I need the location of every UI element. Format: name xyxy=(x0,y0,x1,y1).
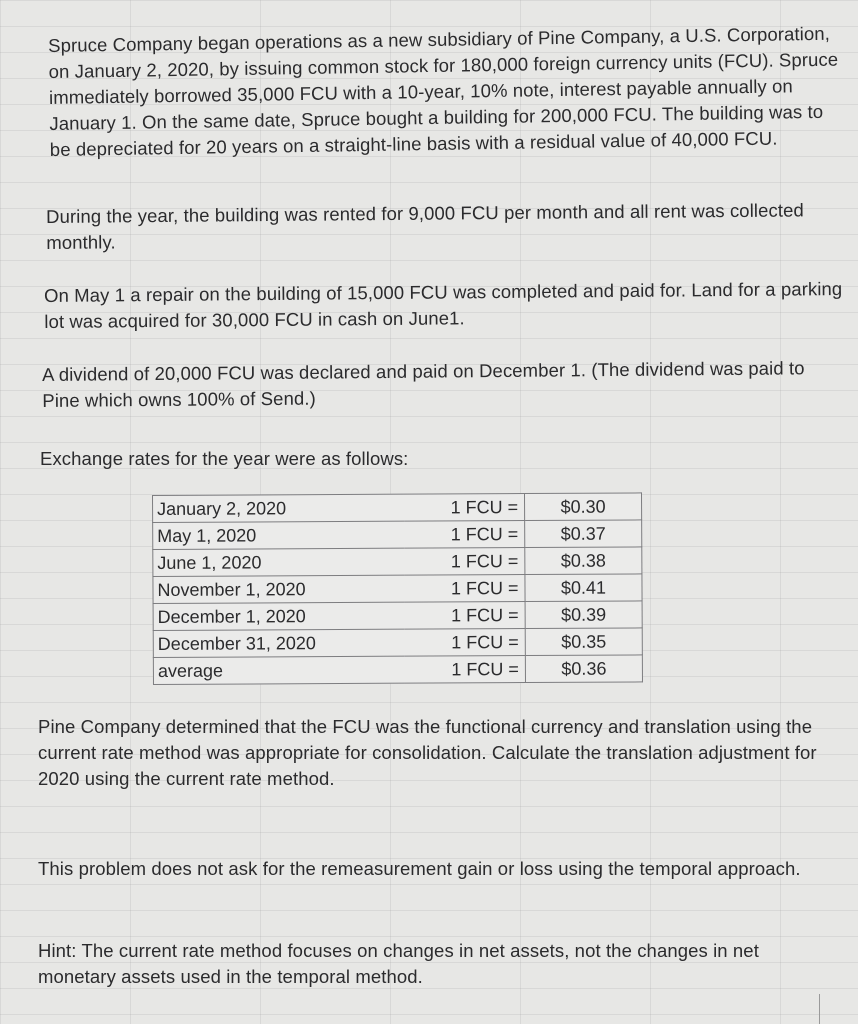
rate-date: January 2, 2020 xyxy=(153,494,405,522)
table-row xyxy=(153,628,642,658)
rate-date: average xyxy=(153,656,405,684)
rate-value: $0.35 xyxy=(525,628,642,656)
exchange-rate-table xyxy=(152,492,643,685)
rate-value: $0.41 xyxy=(525,574,642,602)
rate-value: $0.30 xyxy=(524,493,641,521)
table-row xyxy=(153,574,642,604)
dividend-paragraph: A dividend of 20,000 FCU was declared and paid on December 1. (The dividend was paid to Pine which owns 100% of Send.) xyxy=(42,357,805,411)
rent-paragraph: During the year, the building was rented for 9,000 FCU per month and all rent was collected monthly. xyxy=(46,199,804,253)
rate-date: May 1, 2020 xyxy=(153,521,405,549)
intro-paragraph: Spruce Company began operations as a new subsidiary of Pine Company, a U.S. Corporation, on January 2, 2020, by issuing common stock for 180,000 foreign currency units (FCU). Spruce immediately borrowed 35,000 FCU with a 10-year, 10% note, interest payable annually on January 1. On the same date, Spruce bought a building for 200,000 FCU. The building was to be depreciated for 20 years on a straight-line basis with a residual value of 40,000 FCU. xyxy=(48,22,839,160)
rate-unit: 1 FCU = xyxy=(404,494,525,522)
table-row xyxy=(153,547,642,577)
table-row xyxy=(153,493,642,523)
rate-date: December 31, 2020 xyxy=(153,629,405,657)
rate-value: $0.38 xyxy=(525,547,642,575)
repair-paragraph: On May 1 a repair on the building of 15,000 FCU was completed and paid for. Land for a parking lot was acquired for 30,000 FCU in cash on June1. xyxy=(44,278,843,332)
note-paragraph: This problem does not ask for the remeasurement gain or loss using the temporal approach. xyxy=(38,858,801,879)
rate-date: June 1, 2020 xyxy=(153,548,405,576)
table-row xyxy=(153,601,642,631)
table-row xyxy=(153,520,642,550)
rate-value: $0.37 xyxy=(525,520,642,548)
rate-date: November 1, 2020 xyxy=(153,575,405,603)
hint-paragraph: Hint: The current rate method focuses on changes in net assets, not the changes in net monetary assets used in the temporal method. xyxy=(38,940,759,987)
task-paragraph: Pine Company determined that the FCU was the functional currency and translation using the current rate method was appropriate for consolidation. Calculate the translation adjustment for 2020 using the current rate method. xyxy=(38,716,817,789)
rate-unit: 1 FCU = xyxy=(404,521,525,549)
rate-date: December 1, 2020 xyxy=(153,602,405,630)
rate-value: $0.39 xyxy=(525,601,642,629)
rates-intro-text: Exchange rates for the year were as follows: xyxy=(40,448,409,469)
rate-unit: 1 FCU = xyxy=(405,602,526,630)
rate-unit: 1 FCU = xyxy=(405,656,526,684)
rate-unit: 1 FCU = xyxy=(405,629,526,657)
table-row xyxy=(153,655,642,685)
rate-unit: 1 FCU = xyxy=(404,575,525,603)
rate-value: $0.36 xyxy=(525,655,642,683)
page-edge-line xyxy=(819,994,820,1024)
rate-unit: 1 FCU = xyxy=(404,548,525,576)
